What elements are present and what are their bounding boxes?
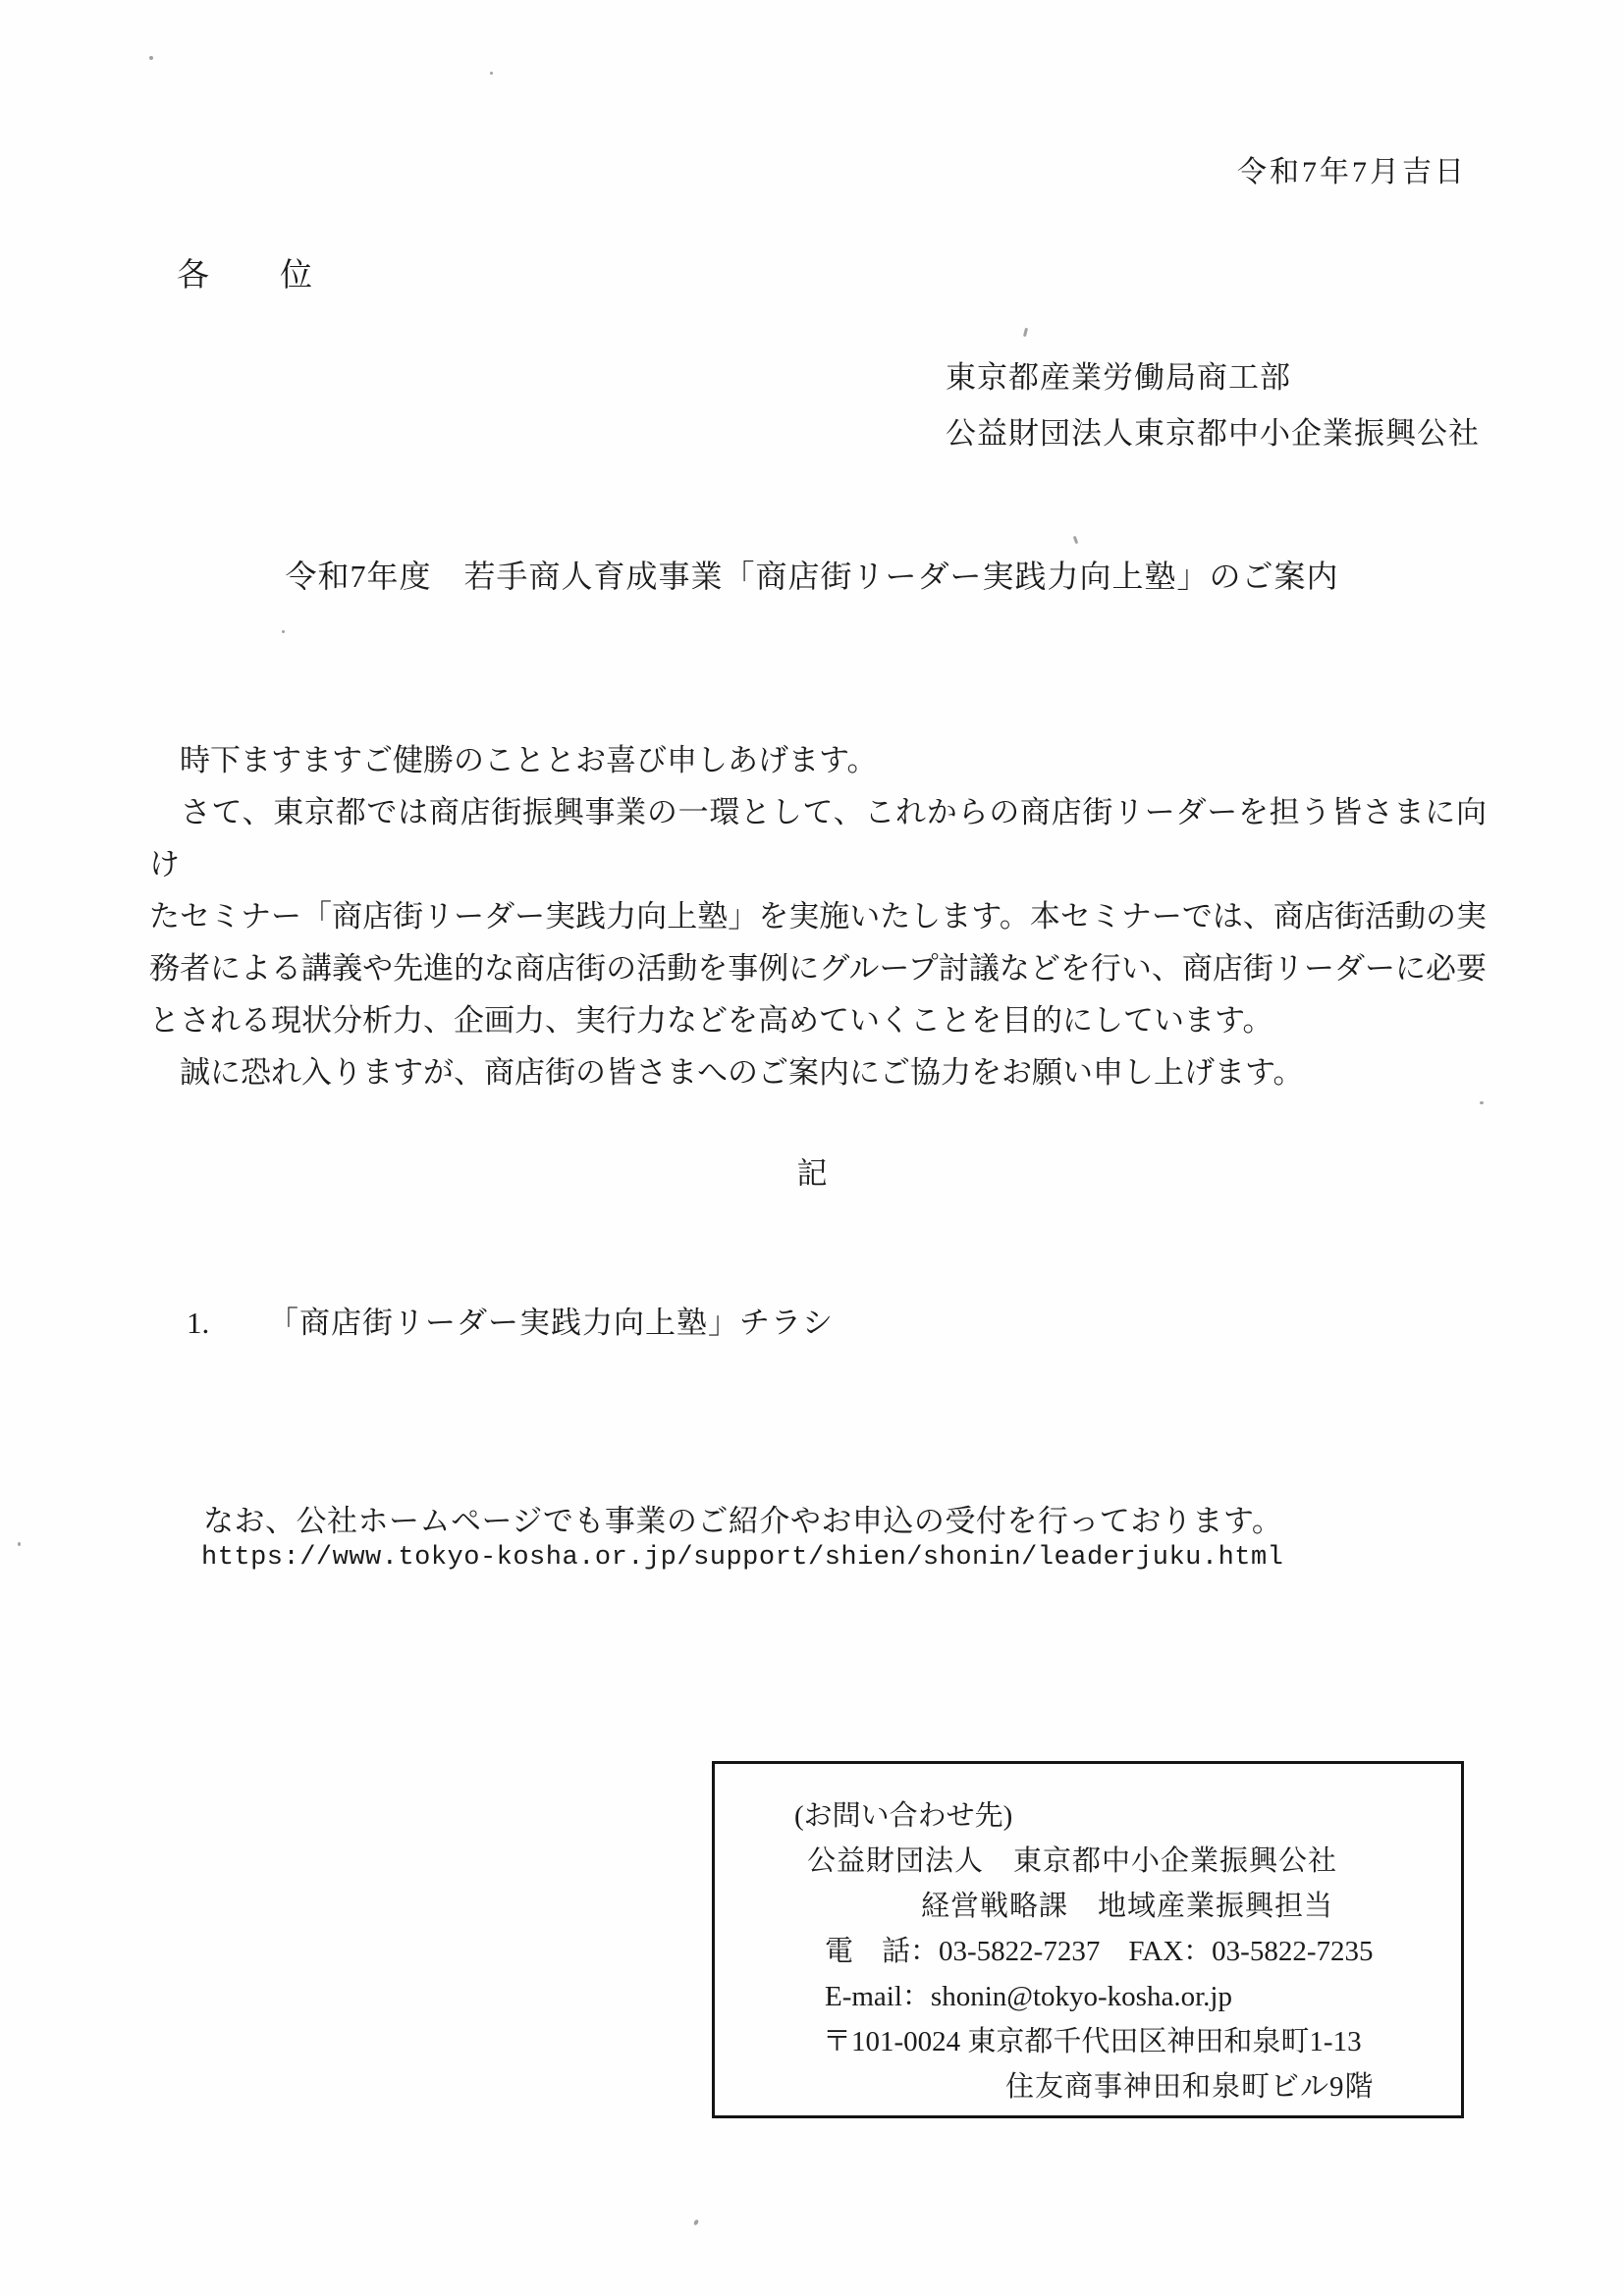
scan-speck <box>490 72 493 75</box>
sender-block <box>946 349 1480 461</box>
contact-department: 経営戦略課 地域産業振興担当 <box>921 1891 1334 1922</box>
body-line: 務者による講義や先進的な商店街の活動を事例にグループ討議などを行い、商店街リーダーに必要 <box>149 951 1487 986</box>
contact-box <box>712 1761 1464 2118</box>
contact-email: E-mail：shonin@tokyo-kosha.or.jp <box>825 1981 1232 2012</box>
enclosure-item <box>187 1298 834 1342</box>
body-line: 時下ますますご健勝のこととお喜び申しあげます。 <box>149 743 878 777</box>
enclosure-label: 「商店街リーダー実践力向上塾」チラシ <box>268 1306 834 1340</box>
scan-speck <box>1073 536 1079 545</box>
sender-line-department: 東京都産業労働局商工部 <box>946 360 1291 395</box>
contact-organization: 公益財団法人 東京都中小企業振興公社 <box>807 1845 1338 1877</box>
document-title: 令和7年度 若手商人育成事業「商店街リーダー実践力向上塾」のご案内 <box>285 559 1339 594</box>
enclosure-number: 1. <box>187 1306 210 1340</box>
contact-address-line2: 住友商事神田和泉町ビル9階 <box>1005 2071 1375 2103</box>
contact-heading: (お問い合わせ先) <box>794 1800 1013 1832</box>
sender-line-foundation: 公益財団法人東京都中小企業振興公社 <box>946 416 1480 451</box>
scan-speck <box>693 2218 699 2225</box>
contact-address-line1: 〒101-0024 東京都千代田区神田和泉町1-13 <box>823 2026 1362 2057</box>
contact-tel-fax: 電 話：03-5822-7237 FAX：03-5822-7235 <box>825 1936 1374 1967</box>
body-paragraphs <box>149 734 1487 1098</box>
body-line: とされる現状分析力、企画力、実行力などを高めていくことを目的にしています。 <box>149 1003 1273 1038</box>
homepage-note: なお、公社ホームページでも事業のご紹介やお申込の受付を行っております。 <box>203 1504 1283 1538</box>
recipient-line: 各 位 <box>177 258 314 294</box>
body-line: さて、東京都では商店街振興事業の一環として、これからの商店街リーダーを担う皆さまに向け <box>149 795 1487 881</box>
body-line: 誠に恐れ入りますが、商店街の皆さまへのご案内にご協力をお願い申し上げます。 <box>149 1055 1304 1090</box>
body-line: たセミナー「商店街リーダー実践力向上塾」を実施いたします。本セミナーでは、商店街活動の実 <box>149 899 1487 934</box>
scan-speck <box>282 630 285 633</box>
scan-speck <box>18 1542 21 1546</box>
homepage-url: https://www.tokyo-kosha.or.jp/support/shien/shonin/leaderjuku.html <box>201 1543 1284 1573</box>
scan-speck <box>1023 328 1028 337</box>
date-line: 令和7年7月吉日 <box>1237 156 1467 188</box>
scan-speck <box>1480 1101 1484 1104</box>
section-marker-ki: 記 <box>796 1156 828 1191</box>
scan-speck <box>149 56 153 60</box>
